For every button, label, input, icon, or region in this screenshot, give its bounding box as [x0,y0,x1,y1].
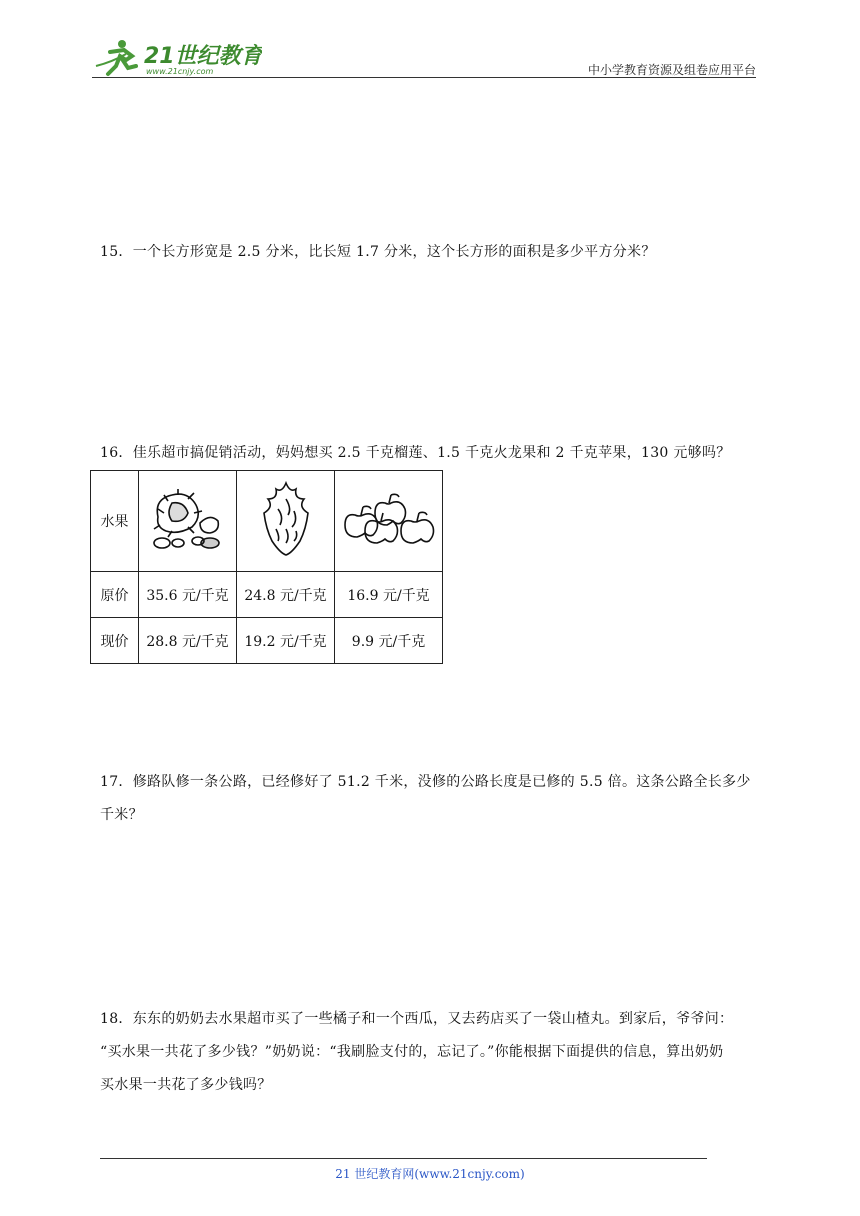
header-platform-text: 中小学教育资源及组卷应用平台 [587,63,756,77]
fruit-price-table [90,470,443,664]
question-18-line-3: 买水果一共花了多少钱吗？ [100,1077,272,1093]
durian-icon [148,487,228,551]
row-label-original: 原价 [91,572,139,618]
question-18-line-1: 18．东东的奶奶去水果超市买了一些橘子和一个西瓜，又去药店买了一袋山楂丸。到家后，爷爷问： [100,1011,734,1027]
question-17-line-1: 17．修路队修一条公路，已经修好了 51.2 千米，没修的公路长度是已修的 5.5 倍。这条公路全长多少 [100,774,751,790]
question-16: 16．佳乐超市搞促销活动，妈妈想买 2.5 千克榴莲、1.5 千克火龙果和 2 千克苹果，130 元够吗？ [100,445,731,461]
question-17-line-2: 千米？ [100,807,143,823]
apples-current-price: 9.9 元/千克 [335,618,443,664]
question-17 [100,766,764,832]
dragon-fruit-original-price: 24.8 元/千克 [237,572,335,618]
dragon-fruit-current-price: 19.2 元/千克 [237,618,335,664]
row-label-current: 现价 [91,618,139,664]
question-18 [100,1003,764,1102]
durian-original-price: 35.6 元/千克 [139,572,237,618]
apples-icon [341,489,437,549]
table-row-fruit [91,471,443,572]
table-row-original-price [91,572,443,618]
dragon-fruit-icon [256,479,316,559]
durian-cell [139,471,237,572]
site-logo [92,36,262,78]
question-15: 15．一个长方形宽是 2.5 分米，比长短 1.7 分米，这个长方形的面积是多少平方分米？ [100,244,656,260]
footer-divider [100,1158,707,1159]
row-label-fruit: 水果 [91,471,139,572]
dragon-fruit-cell [237,471,335,572]
header-divider [92,77,756,78]
durian-current-price: 28.8 元/千克 [139,618,237,664]
logo-text: 21世纪教育 [144,44,262,69]
footer-link[interactable]: 21 世纪教育网(www.21cnjy.com) [335,1167,525,1181]
table-row-current-price [91,618,443,664]
logo-url: www.21cnjy.com [146,67,214,76]
apples-cell [335,471,443,572]
question-18-line-2: “买水果一共花了多少钱？”奶奶说：“我刷脸支付的，忘记了。”你能根据下面提供的信息，算出奶奶 [100,1044,724,1060]
apples-original-price: 16.9 元/千克 [335,572,443,618]
